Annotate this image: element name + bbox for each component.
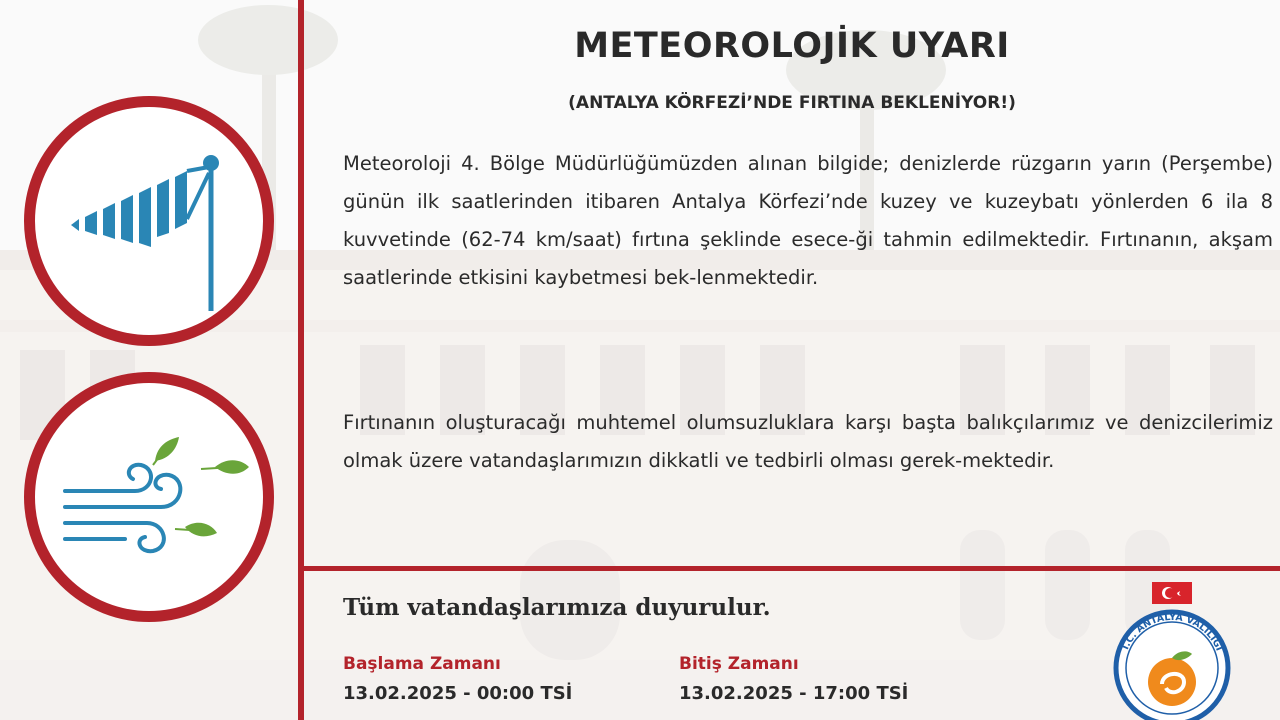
end-time-value: 13.02.2025 - 17:00 TSİ [679,683,909,704]
logo-emblem [1096,582,1246,720]
end-time-label: Bitiş Zamanı [679,654,799,674]
antalya-valiligi-logo [1096,582,1246,720]
wind-leaves-icon [35,383,263,611]
horizontal-divider [304,566,1280,571]
start-time-label: Başlama Zamanı [343,654,501,674]
logo-text: T.C. ANTALYA VALİLİĞİ [1119,611,1225,653]
page-title: METEOROLOJİK UYARI [574,26,1010,66]
wind-leaves-icon-circle [24,372,274,622]
windsock-icon [35,107,263,335]
page-subtitle: (ANTALYA KÖRFEZİ’NDE FIRTINA BEKLENİYOR!) [568,93,1016,113]
announcement-text: Tüm vatandaşlarımıza duyurulur. [343,594,771,621]
warning-paragraph-2: Fırtınanın oluşturacağı muhtemel olumsuzluklara karşı başta balıkçılarımız ve denizcilerimiz olmak üzere vatandaşlarımızın dikkatli ve tedbirli olması gerek-mektedir. [343,411,1273,472]
start-time-value: 13.02.2025 - 00:00 TSİ [343,683,573,704]
warning-paragraph-1: Meteoroloji 4. Bölge Müdürlüğümüzden alınan bilgide; denizlerde rüzgarın yarın (Perşembe) günün ilk saatlerinden itibaren Antalya Körfezi’nde kuzey ve kuzeybatı yönlerden 6 ila 8 kuvvetinde (62-74 km/saat) fırtına şeklinde esece-ği tahmin edilmektedir. Fırtınanın, akşam saatlerinde etkisini kaybetmesi bek-lenmektedir. [343,152,1273,289]
windsock-icon-circle [24,96,274,346]
